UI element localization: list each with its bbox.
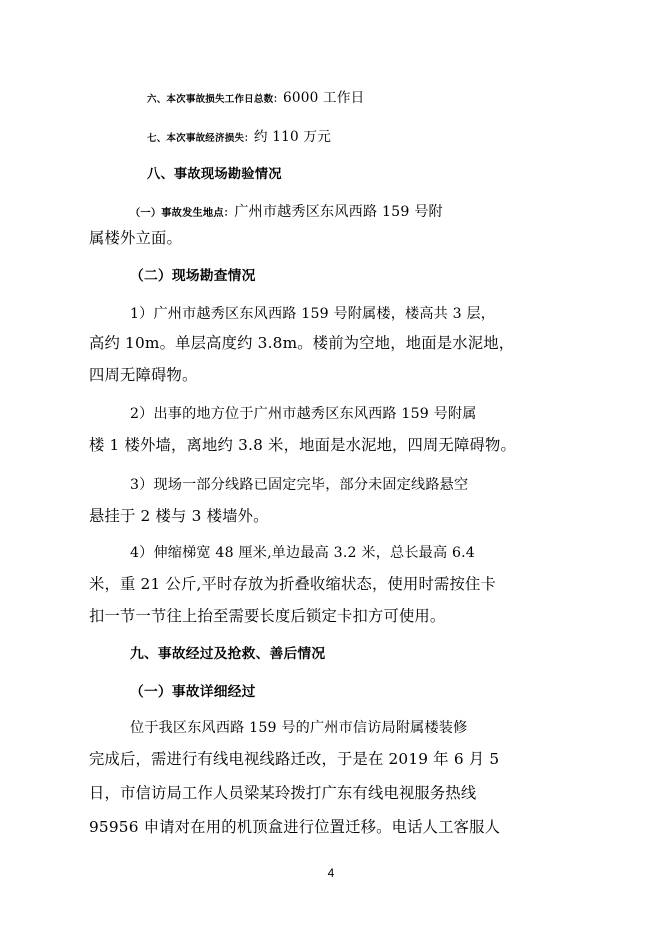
item-3-line-1: 3）现场一部分线路已固定完毕，部分未固定线路悬空 xyxy=(130,477,469,493)
paragraph-line-2: 完成后，需进行有线电视线路迁改，于是在 2019 年 6 月 5 xyxy=(89,750,500,768)
page-number: 4 xyxy=(327,866,335,880)
section-8-2-heading: （二）现场勘查情况 xyxy=(130,268,256,284)
item-1-line-3: 四周无障碍物。 xyxy=(89,366,198,384)
section-8-1-value-cont: 属楼外立面。 xyxy=(89,229,182,247)
item-1-line-1: 1）广州市越秀区东风西路 159 号附属楼，楼高共 3 层， xyxy=(130,306,496,322)
item-2-line-1: 2）出事的地方位于广州市越秀区东风西路 159 号附属 xyxy=(130,406,477,422)
paragraph-line-4: 95956 申请对在用的机顶盒进行位置迁移。电话人工客服人 xyxy=(89,818,501,836)
item-4-line-3: 扣一节一节往上抬至需要长度后锁定卡扣方可使用。 xyxy=(89,607,446,625)
section-6-value: 6000 工作日 xyxy=(283,90,365,106)
item-2-line-2: 楼 1 楼外墙，离地约 3.8 米，地面是水泥地，四周无障碍物。 xyxy=(89,436,517,454)
section-6-line xyxy=(0,86,662,112)
section-6-label: 六、本次事故损失工作日总数： xyxy=(147,94,284,105)
section-7-line xyxy=(0,125,662,151)
item-3-line-2: 悬挂于 2 楼与 3 楼墙外。 xyxy=(89,507,269,525)
item-1-line-2: 高约 10m。单层高度约 3.8m。楼前为空地，地面是水泥地， xyxy=(89,334,515,352)
item-4-line-1: 4）伸缩梯宽 48 厘米,单边最高 3.2 米，总长最高 6.4 xyxy=(130,545,475,561)
section-8-1-value: 广州市越秀区东风西路 159 号附 xyxy=(234,204,443,220)
section-7-label: 七、本次事故经济损失： xyxy=(147,133,254,144)
section-9-1-heading: （一）事故详细经过 xyxy=(130,684,256,700)
section-8-heading: 八、事故现场勘验情况 xyxy=(147,167,282,182)
section-8-1-label: （一）事故发生地点： xyxy=(130,208,235,219)
section-7-value: 约 110 万元 xyxy=(253,129,332,145)
section-9-heading: 九、事故经过及抢救、善后情况 xyxy=(130,646,326,662)
paragraph-line-1: 位于我区东风西路 159 号的广州市信访局附属楼装修 xyxy=(130,720,468,736)
paragraph-line-3: 日，市信访局工作人员梁某玲拨打广东有线电视服务热线 xyxy=(89,784,477,802)
item-4-line-2: 米，重 21 公斤,平时存放为折叠收缩状态，使用时需按住卡 xyxy=(89,575,496,593)
section-8-1-line xyxy=(0,200,662,226)
